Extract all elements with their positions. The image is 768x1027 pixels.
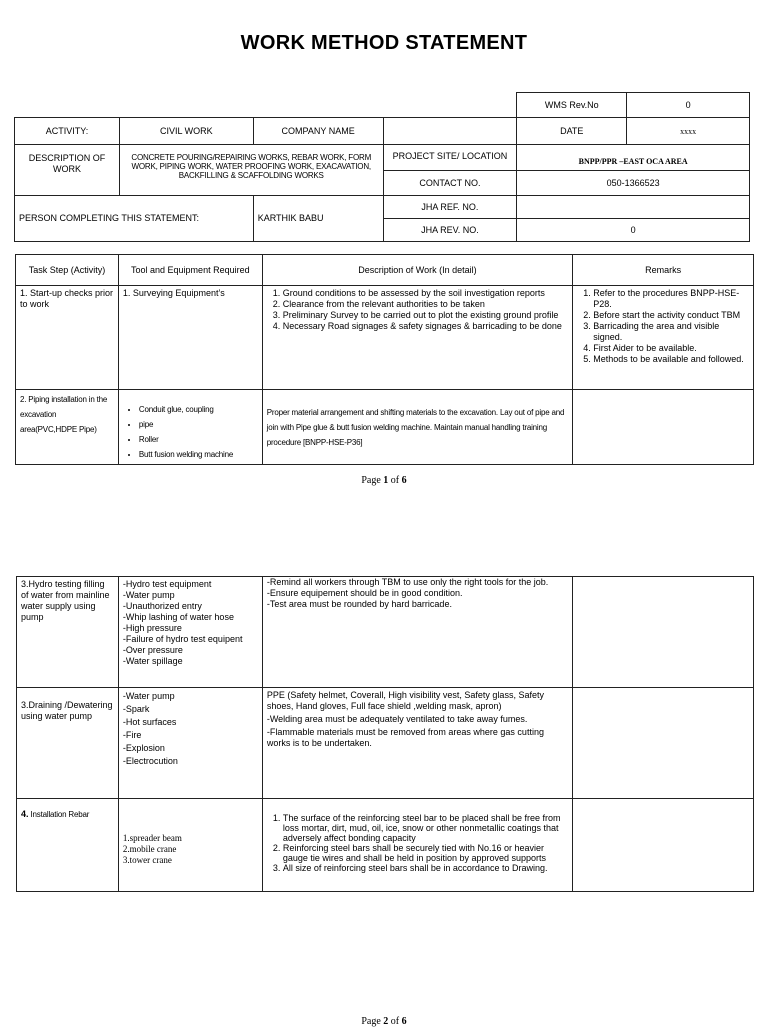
tools-cell: 1. Surveying Equipment’s (118, 286, 262, 390)
list-item: -Over pressure (122, 645, 183, 655)
list-item: -Water spillage (122, 656, 183, 666)
list-item: 4. Necessary Road signages & safety signages & barricading to be done (283, 321, 568, 332)
person-value: KARTHIK BABU (253, 196, 383, 242)
description-label: DESCRIPTION OF WORK (15, 145, 120, 196)
tools-cell (118, 390, 262, 465)
task-table-page2 (16, 576, 754, 892)
jha-ref-value (517, 196, 750, 219)
col-header-description: Description of Work (In detail) (262, 255, 572, 286)
list-item: • Roller (139, 432, 258, 447)
jha-ref-label: JHA REF. NO. (383, 196, 517, 219)
tools-cell (118, 577, 262, 688)
list-item: -Unauthorized entry (122, 601, 202, 611)
page-number: 2 (383, 1016, 389, 1027)
description-cell (262, 688, 572, 799)
list-item: -High pressure (122, 623, 182, 633)
project-site-label: PROJECT SITE/ LOCATION (383, 145, 517, 171)
list-item: -Water pump (122, 691, 175, 701)
task-cell: 3.Hydro testing filling of water from mainline water supply using pump (17, 577, 119, 688)
remarks-cell (573, 577, 754, 688)
list-item: -Spark (122, 704, 150, 714)
page-footer: Page 1 of 6 (361, 475, 407, 486)
col-header-task: Task Step (Activity) (16, 255, 119, 286)
list-item: -Welding area must be adequately ventilated to take away fumes. (266, 714, 528, 724)
list-item: -Explosion (122, 743, 165, 753)
table-row (17, 799, 754, 892)
date-value: xxxx (627, 118, 750, 145)
remarks-cell (573, 390, 754, 465)
wms-rev-value: 0 (627, 93, 750, 118)
list-item: 1. Ground conditions to be assessed by the soil investigation reports (283, 288, 568, 299)
list-item: 1. Refer to the procedures BNPP-HSE-P28. (593, 288, 749, 310)
description-cell (262, 799, 572, 892)
remarks-cell (573, 286, 754, 390)
list-item: 2. Before start the activity conduct TBM (593, 310, 749, 321)
table-row (17, 577, 754, 688)
list-item: -Fire (122, 730, 142, 740)
date-label: DATE (517, 118, 627, 145)
table-row (16, 286, 754, 390)
page-number: 1 (383, 475, 389, 486)
list-item: • Conduit glue, coupling (139, 402, 258, 417)
page-total: 6 (401, 1016, 407, 1027)
remarks-cell (573, 799, 754, 892)
page-total: 6 (401, 475, 407, 486)
list-item: -Flammable materials must be removed from areas where gas cutting works is to be undertaken. (266, 727, 544, 748)
list-item: -Test area must be rounded by hard barricade. (266, 599, 452, 609)
activity-value: CIVIL WORK (119, 118, 253, 145)
list-item: 3. All size of reinforcing steel bars shall be in accordance to Drawing. (283, 863, 568, 873)
task-cell: 4. Installation Rebar (17, 799, 119, 892)
list-item: 1. The surface of the reinforcing steel bar to be placed shall be free from loss mortar, dirt, mud, oil, ice, snow or other nonmetallic coatings that adversely affect bonding capacity (283, 813, 568, 843)
jha-rev-value: 0 (517, 219, 750, 242)
tools-cell (118, 799, 262, 892)
list-item: -Whip lashing of water hose (122, 612, 234, 622)
page-footer: Page 2 of 6 (361, 1016, 407, 1027)
list-item: • Butt fusion welding machine (139, 447, 258, 462)
list-item: -Electrocution (122, 756, 178, 766)
list-item: 2. Clearance from the relevant authorities to be taken (283, 299, 568, 310)
tools-cell (118, 688, 262, 799)
list-item: 3.tower crane (122, 855, 172, 865)
document-title: WORK METHOD STATEMENT (240, 32, 528, 54)
jha-rev-label: JHA REV. NO. (383, 219, 517, 242)
col-header-tools: Tool and Equipment Required (118, 255, 262, 286)
person-label: PERSON COMPLETING THIS STATEMENT: (15, 196, 254, 242)
list-item: -Ensure equipement should be in good condition. (266, 588, 463, 598)
list-item: -Hot surfaces (122, 717, 177, 727)
list-item: 2. Reinforcing steel bars shall be securely tied with No.16 or heavier gauge tie wires and shall be held in position by approved supports (283, 843, 568, 863)
list-item: 5. Methods to be available and followed. (593, 354, 749, 365)
remarks-cell (573, 688, 754, 799)
task-table-page1 (15, 254, 754, 465)
wms-rev-label: WMS Rev.No (517, 93, 627, 118)
list-item: PPE (Safety helmet, Coverall, High visibility vest, Safety glass, Safety shoes, Hand gloves, Full face shield ,welding mask, apron) (266, 690, 544, 711)
company-value (383, 118, 517, 145)
company-label: COMPANY NAME (253, 118, 383, 145)
description-cell (262, 577, 572, 688)
list-item: -Hydro test equipment (122, 579, 212, 589)
col-header-remarks: Remarks (573, 255, 754, 286)
description-value: CONCRETE POURING/REPAIRING WORKS, REBAR WORK, FORM WORK, PIPING WORK, WATER PROOFING WORK, EXACAVATION, BACKFILLING & SCAFFOLDING WORKS (119, 145, 383, 196)
table-row (16, 390, 754, 465)
list-item: -Water pump (122, 590, 175, 600)
contact-value: 050-1366523 (517, 171, 750, 196)
list-item: 1.spreader beam (122, 833, 182, 843)
list-item: • pipe (139, 417, 258, 432)
project-site-value: BNPP/PPR –EAST OCA AREA (517, 145, 750, 171)
task-cell: 3.Draining /Dewatering using water pump (17, 688, 119, 799)
list-item: 3. Preliminary Survey to be carried out to plot the existing ground profile (283, 310, 568, 321)
task-cell: 1. Start-up checks prior to work (16, 286, 119, 390)
activity-label: ACTIVITY: (15, 118, 120, 145)
list-item: -Failure of hydro test equipent (122, 634, 243, 644)
list-item: 4. First Aider to be available. (593, 343, 749, 354)
list-item: 2.mobile crane (122, 844, 177, 854)
list-item: 3. Barricading the area and visible signed. (593, 321, 749, 343)
description-cell: Proper material arrangement and shifting materials to the excavation. Lay out of pipe and join with Pipe glue & butt fusion welding machine. Maintain manual handling training procedure [BNPP-HSE-P36] (262, 390, 572, 465)
task-cell: 2. Piping installation in the excavation area(PVC,HDPE Pipe) (16, 390, 119, 465)
contact-label: CONTACT NO. (383, 171, 517, 196)
list-item: -Remind all workers through TBM to use only the right tools for the job. (266, 577, 549, 587)
description-cell (262, 286, 572, 390)
header-table (14, 92, 750, 242)
table-row (17, 688, 754, 799)
